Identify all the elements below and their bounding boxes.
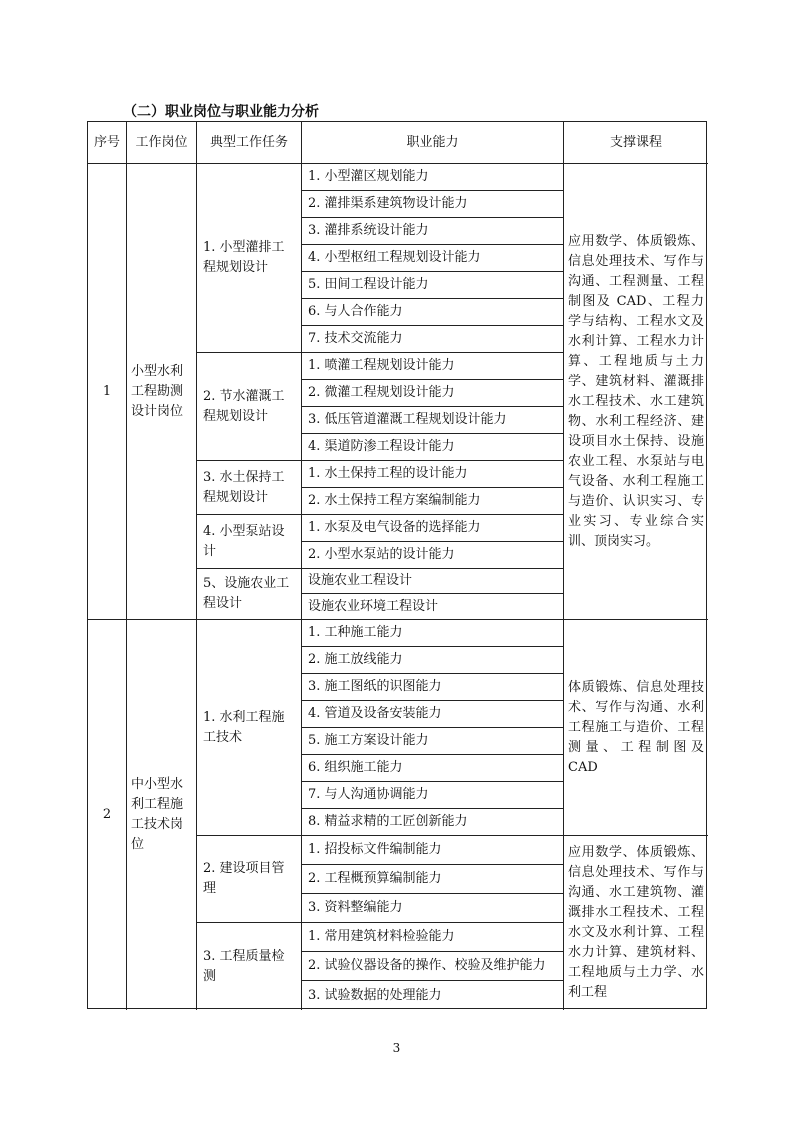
ability-cell: 2. 灌排渠系建筑物设计能力 — [302, 191, 564, 218]
ability-cell: 8. 精益求精的工匠创新能力 — [302, 809, 564, 836]
ability-cell: 2. 试验仪器设备的操作、校验及维护能力 — [302, 952, 564, 981]
task-cell: 5、设施农业工程设计 — [197, 569, 302, 620]
course-cell: 应用数学、体质锻炼、信息处理技术、写作与沟通、工程测量、工程制图及 CAD、工程力学与结构、工程水文及水利计算、工程水力计算、工程地质与土力学、建筑材料、灌溉排水工程技术、水工建筑物、水利工程经济、建设项目水土保持、设施农业工程、水泵站与电气设备、水利工程施工与造价、认识实习、专业实习、专业综合实训、顶岗实习。 — [564, 164, 708, 620]
ability-cell: 4. 小型枢纽工程规划设计能力 — [302, 245, 564, 272]
ability-cell: 2. 水土保持工程方案编制能力 — [302, 488, 564, 515]
ability-cell: 7. 与人沟通协调能力 — [302, 782, 564, 809]
ability-cell: 3. 试验数据的处理能力 — [302, 981, 564, 1010]
task-cell: 4. 小型泵站设计 — [197, 515, 302, 569]
ability-cell: 设施农业工程设计 — [302, 569, 564, 594]
ability-cell: 3. 资料整编能力 — [302, 894, 564, 923]
task-cell: 1. 小型灌排工程规划设计 — [197, 164, 302, 353]
ability-cell: 2. 施工放线能力 — [302, 647, 564, 674]
ability-cell: 1. 喷灌工程规划设计能力 — [302, 353, 564, 380]
task-cell: 1. 水利工程施工技术 — [197, 620, 302, 836]
ability-cell: 1. 水泵及电气设备的选择能力 — [302, 515, 564, 542]
header-course: 支撑课程 — [564, 122, 708, 164]
ability-cell: 1. 招投标文件编制能力 — [302, 836, 564, 865]
ability-cell: 7. 技术交流能力 — [302, 326, 564, 353]
ability-cell: 4. 管道及设备安装能力 — [302, 701, 564, 728]
task-cell: 2. 节水灌溉工程规划设计 — [197, 353, 302, 461]
ability-cell: 5. 田间工程设计能力 — [302, 272, 564, 299]
task-cell: 3. 工程质量检测 — [197, 923, 302, 1010]
row-seq: 2 — [88, 620, 127, 1010]
ability-cell: 1. 水土保持工程的设计能力 — [302, 461, 564, 488]
header-seq: 序号 — [88, 122, 127, 164]
ability-cell: 3. 灌排系统设计能力 — [302, 218, 564, 245]
ability-cell: 3. 施工图纸的识图能力 — [302, 674, 564, 701]
course-cell: 体质锻炼、信息处理技术、写作与沟通、水利工程施工与造价、工程测量、工程制图及 CAD — [564, 620, 708, 836]
ability-cell: 3. 低压管道灌溉工程规划设计能力 — [302, 407, 564, 434]
task-cell: 3. 水土保持工程规划设计 — [197, 461, 302, 515]
header-post: 工作岗位 — [127, 122, 197, 164]
ability-cell: 2. 微灌工程规划设计能力 — [302, 380, 564, 407]
row-post: 中小型水利工程施工技术岗位 — [127, 620, 197, 1010]
ability-cell: 4. 渠道防渗工程设计能力 — [302, 434, 564, 461]
page-number: 3 — [392, 1041, 401, 1055]
ability-cell: 6. 组织施工能力 — [302, 755, 564, 782]
ability-analysis-table — [87, 121, 707, 1009]
row-seq: 1 — [88, 164, 127, 620]
task-cell: 2. 建设项目管理 — [197, 836, 302, 923]
ability-cell: 设施农业环境工程设计 — [302, 594, 564, 620]
ability-cell: 1. 工种施工能力 — [302, 620, 564, 647]
ability-cell: 1. 小型灌区规划能力 — [302, 164, 564, 191]
ability-cell: 5. 施工方案设计能力 — [302, 728, 564, 755]
course-cell: 应用数学、体质锻炼、信息处理技术、写作与沟通、水工建筑物、灌溉排水工程技术、工程水文及水利计算、工程水力计算、建筑材料、工程地质与土力学、水利工程 — [568, 845, 704, 1000]
ability-cell: 2. 工程概预算编制能力 — [302, 865, 564, 894]
section-title: （二）职业岗位与职业能力分析 — [123, 104, 319, 120]
row-post: 小型水利工程勘测设计岗位 — [127, 164, 197, 620]
header-ability: 职业能力 — [302, 122, 564, 164]
ability-cell: 2. 小型水泵站的设计能力 — [302, 542, 564, 569]
ability-cell: 6. 与人合作能力 — [302, 299, 564, 326]
header-task: 典型工作任务 — [197, 122, 302, 164]
ability-cell: 1. 常用建筑材料检验能力 — [302, 923, 564, 952]
